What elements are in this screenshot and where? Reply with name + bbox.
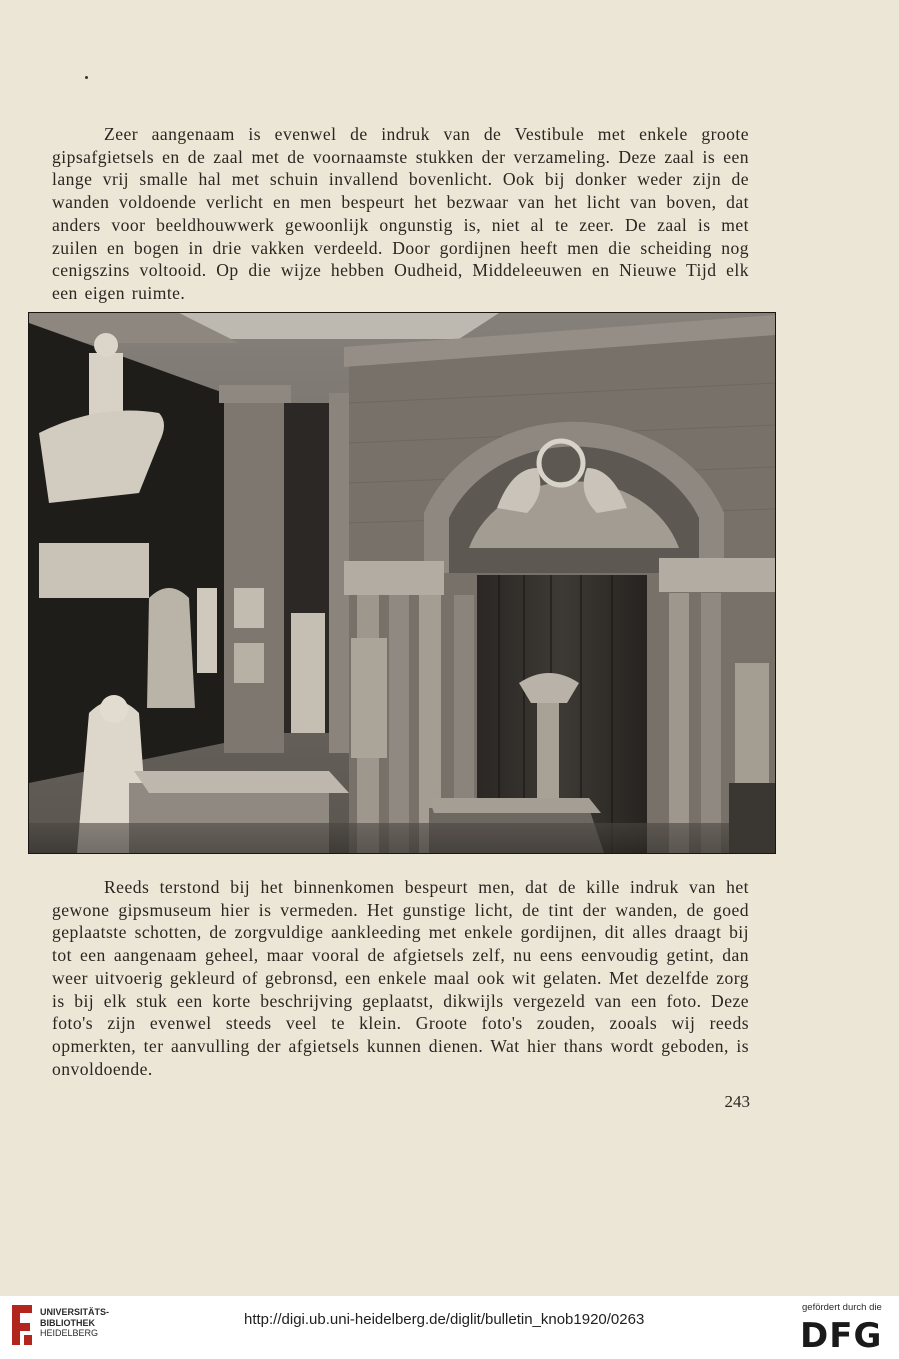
page-number: 243 — [724, 1092, 750, 1111]
dfg-logo[interactable]: DFG — [800, 1316, 883, 1356]
library-line-3: HEIDELBERG — [40, 1328, 99, 1338]
funding-label: gefördert durch die — [802, 1302, 882, 1313]
ink-speck — [85, 76, 88, 79]
museum-hall-photograph — [28, 312, 776, 854]
body-paragraph-1: Zeer aangenaam is evenwel de indruk van de Vestibule met enkele groote gipsafgietsels en de zaal met de voornaamste stukken der verzameling. Deze zaal is een lange vrij smalle hal met schuin invallend bovenlicht. Ook bij donker weder zijn de wanden voldoende verlicht en men bespeurt het bezwaar van het licht van boven, dat anders voor beeldhouwwerk gewoonlijk ongunstig is, niet al te zeer. De zaal is met zuilen en bogen in drie vakken verdeeld. Door gordijnen heeft men die scheiding nog cenigszins voltooid. Op die wijze hebben Oudheid, Middeleeuwen en Nieuwe Tijd elk een eigen ruimte. — [52, 124, 749, 303]
university-library-logo-icon — [10, 1303, 34, 1347]
university-library-name[interactable] — [40, 1307, 109, 1339]
library-line-2: BIBLIOTHEK — [40, 1317, 95, 1328]
source-url-link[interactable]: http://digi.ub.uni-heidelberg.de/diglit/bulletin_knob1920/0263 — [244, 1311, 645, 1328]
library-line-1: UNIVERSITÄTS- — [40, 1307, 110, 1317]
body-paragraph-2: Reeds terstond bij het binnenkomen bespeurt men, dat de kille indruk van het gewone gipsmuseum hier is vermeden. Het gunstige licht, de tint der wanden, de goed geplaatste schotten, de zorgvuldige aankleeding met enkele gordijnen, dit alles draagt bij tot een aangenaam geheel, maar vooral de afgietsels zelf, nu eens eenvoudig getint, dan weer uitvoerig gekleurd of gebronsd, een enkele maal ook wit gelaten. Met dezelfde zorg is bij elk stuk een korte beschrijving geplaatst, dikwijls vergezeld van een foto. Deze foto's zijn evenwel steeds veel te klein. Groote foto's zouden, zooals wij reeds opmerkten, ter aanvulling der afgietsels kunnen dienen. Wat hier thans wordt geboden, is onvoldoende. — [52, 877, 749, 1079]
